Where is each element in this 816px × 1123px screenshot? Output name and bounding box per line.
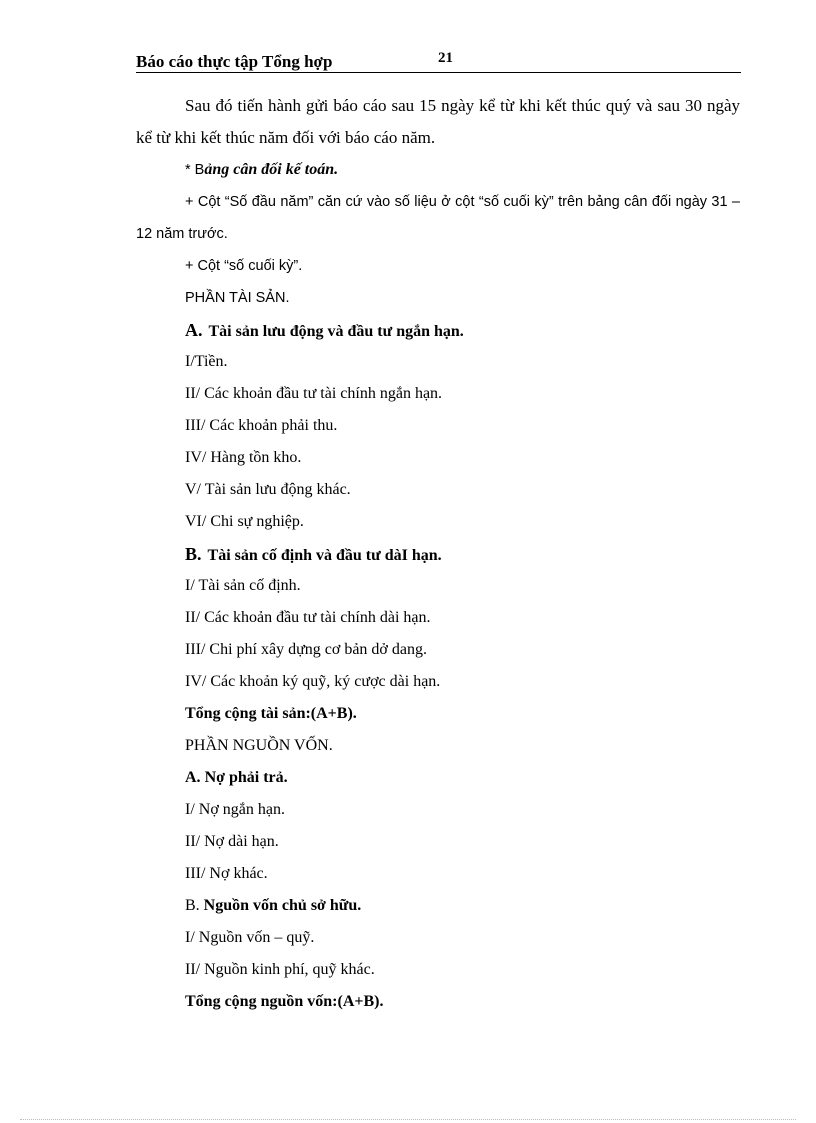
- balance-sheet-prefix: * B: [185, 162, 205, 178]
- section-title: Nợ phải trả.: [204, 769, 288, 786]
- intro-paragraph: Sau đó tiến hành gửi báo cáo sau 15 ngày kể từ khi kết thúc quý và sau 30 ngày kể từ khi kết thúc năm đối với báo cáo năm.: [136, 96, 740, 147]
- assets-heading: PHẦN TÀI SẢN.: [185, 290, 290, 306]
- capital-section-b: [136, 890, 740, 922]
- capital-total: Tổng cộng nguồn vốn:(A+B).: [185, 993, 384, 1010]
- list-item: III/ Các khoản phải thu.: [185, 417, 338, 434]
- list-item: IV/ Hàng tồn kho.: [185, 449, 302, 466]
- list-item: III/ Nợ khác.: [185, 865, 268, 882]
- assets-total: Tổng cộng tài sản:(A+B).: [185, 705, 357, 722]
- list-item: I/ Nguồn vốn – quỹ.: [185, 929, 315, 946]
- list-item: II/ Nợ dài hạn.: [185, 833, 279, 850]
- list-item: I/ Nợ ngắn hạn.: [185, 801, 285, 818]
- capital-section-a: [136, 762, 740, 794]
- section-letter: A.: [185, 769, 201, 786]
- section-letter: A.: [185, 320, 203, 340]
- page-number: 21: [438, 50, 453, 66]
- section-letter: B.: [185, 897, 200, 914]
- document-body: [136, 90, 740, 1018]
- column-end-line: + Cột “số cuối kỳ”.: [185, 258, 303, 274]
- list-item: VI/ Chi sự nghiệp.: [185, 513, 304, 530]
- balance-sheet-heading: [136, 154, 740, 186]
- capital-heading: PHẦN NGUỒN VỐN.: [185, 737, 333, 754]
- list-item: I/Tiền.: [185, 353, 228, 370]
- section-title: Nguồn vốn chủ sở hữu.: [203, 897, 362, 914]
- page-header: [136, 48, 741, 73]
- list-item: II/ Các khoản đầu tư tài chính ngắn hạn.: [185, 385, 443, 402]
- header-title: Báo cáo thực tập Tổng hợp: [136, 52, 333, 71]
- page-bottom-rule: [20, 1119, 796, 1120]
- list-item: I/ Tài sản cố định.: [185, 577, 301, 594]
- list-item: IV/ Các khoản ký quỹ, ký cược dài hạn.: [185, 673, 441, 690]
- list-item: II/ Các khoản đầu tư tài chính dài hạn.: [185, 609, 431, 626]
- list-item: III/ Chi phí xây dựng cơ bản dở dang.: [185, 641, 427, 658]
- list-item: II/ Nguồn kinh phí, quỹ khác.: [185, 961, 375, 978]
- assets-section-b: [136, 538, 740, 570]
- section-title: Tài sản lưu động và đầu tư ngắn hạn.: [208, 323, 464, 340]
- list-item: V/ Tài sản lưu động khác.: [185, 481, 351, 498]
- balance-sheet-title: ảng cân đối kế toán.: [204, 161, 339, 178]
- section-title: Tài sản cố định và đầu tư dàI hạn.: [207, 547, 442, 564]
- section-letter: B.: [185, 544, 202, 564]
- column-begin-paragraph: + Cột “Số đầu năm” căn cứ vào số liệu ở cột “số cuối kỳ” trên bảng cân đối ngày 31 –12 năm trước.: [136, 194, 740, 242]
- assets-section-a: [136, 314, 740, 346]
